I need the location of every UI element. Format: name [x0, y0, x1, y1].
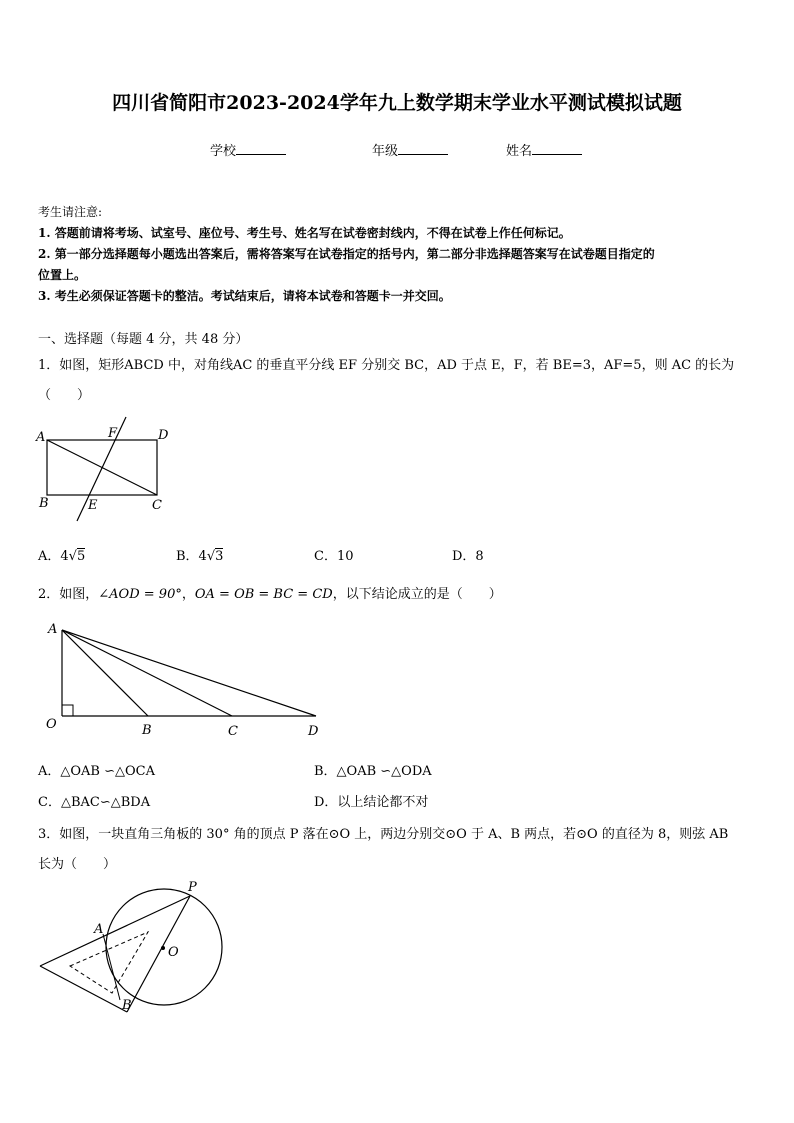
center-dot: [161, 946, 165, 950]
label-d: D: [308, 724, 319, 739]
q1-option-a-radicand: 5: [76, 549, 86, 564]
school-field: [210, 140, 286, 159]
q3-stem: 3．如图，一块直角三角板的 30° 角的顶点 P 落在⊙O 上，两边分别交⊙O 于 A、B 两点，若⊙O 的直径为 8，则弦 AB: [38, 827, 729, 842]
q2-sep: ，: [181, 587, 195, 602]
q1-rectangle-figure: [30, 415, 180, 525]
label-c: C: [228, 724, 238, 739]
label-e: E: [88, 498, 98, 513]
q1-option-a[interactable]: [38, 545, 85, 564]
label-o: O: [46, 717, 57, 732]
notice-item: 3. 考生必须保证答题卡的整洁。考试结束后，请将本试卷和答题卡一并交回。: [38, 289, 451, 303]
grade-label: 年级: [372, 144, 399, 159]
q1-stem-blank: （ ）: [38, 388, 91, 403]
sqrt-symbol: √: [68, 549, 77, 564]
label-p: P: [188, 880, 197, 895]
q2-equality: OA = OB = BC = CD: [194, 587, 333, 602]
label-a: A: [36, 430, 46, 445]
label-f: F: [108, 426, 118, 441]
segment-ab: [62, 630, 148, 716]
sqrt-symbol: √: [206, 549, 216, 564]
q3-stem-cont: 长为（ ）: [38, 857, 117, 872]
q2-stem-prefix: 2．如图，: [38, 587, 99, 602]
grade-blank: [398, 142, 448, 155]
name-blank: [532, 142, 582, 155]
chord-ab: [103, 934, 120, 1000]
notice-item: 1. 答题前请将考场、试室号、座位号、考生号、姓名写在试卷密封线内，不得在试卷上作任何标记。: [38, 226, 571, 240]
q2-option-d[interactable]: D．以上结论都不对: [314, 795, 429, 810]
label-o: O: [168, 945, 179, 960]
q2-stem: [38, 583, 502, 602]
notice-item: 位置上。: [38, 268, 87, 282]
section-heading: 一、选择题（每题 4 分，共 48 分）: [38, 332, 249, 347]
triangle-hypotenuse: [127, 896, 190, 1012]
line-ef: [77, 417, 126, 521]
school-blank: [236, 142, 286, 155]
q2-triangle-figure: [40, 618, 340, 743]
label-c: C: [152, 498, 162, 513]
q1-option-b-prefix: B．4: [176, 549, 207, 564]
label-b: B: [122, 998, 132, 1013]
q2-option-a[interactable]: A．△OAB ∽△OCA: [38, 764, 156, 779]
name-field: [506, 140, 582, 159]
label-b: B: [39, 496, 49, 511]
page-title: 四川省简阳市2023-2024学年九上数学期末学业水平测试模拟试题: [112, 92, 682, 114]
segment-ac: [62, 630, 232, 716]
q2-angle: ∠AOD = 90°: [98, 587, 182, 602]
notice-item: 2. 第一部分选择题每小题选出答案后，需将答案写在试卷指定的括号内，第二部分非选择题答案写在试卷题目指定的: [38, 247, 655, 261]
q3-circle-figure: [30, 876, 240, 1021]
q2-stem-suffix: ，以下结论成立的是（ ）: [332, 587, 502, 602]
q1-option-d[interactable]: D．8: [452, 549, 484, 564]
q1-option-a-prefix: A．4: [38, 549, 69, 564]
label-a: A: [94, 922, 104, 937]
grade-field: [372, 140, 448, 159]
name-label: 姓名: [506, 144, 533, 159]
q1-option-c[interactable]: C．10: [314, 549, 354, 564]
q1-stem: 1．如图，矩形ABCD 中，对角线AC 的垂直平分线 EF 分别交 BC，AD 于点 E，F，若 BE=3，AF=5，则 AC 的长为: [38, 358, 735, 373]
label-a: A: [48, 622, 58, 637]
q2-option-c[interactable]: C．△BAC∽△BDA: [38, 795, 151, 810]
school-label: 学校: [210, 144, 237, 159]
triangle-side-bottom: [40, 966, 127, 1012]
q1-option-b[interactable]: [176, 545, 223, 564]
label-b: B: [142, 723, 152, 738]
right-angle-mark: [62, 705, 73, 716]
notice-heading: 考生请注意:: [38, 205, 103, 219]
inner-dashed-triangle: [70, 932, 148, 993]
q2-option-b[interactable]: B．△OAB ∽△ODA: [314, 764, 432, 779]
q1-option-b-radicand: 3: [215, 549, 224, 564]
segment-ad: [62, 630, 316, 716]
label-d: D: [158, 428, 169, 443]
